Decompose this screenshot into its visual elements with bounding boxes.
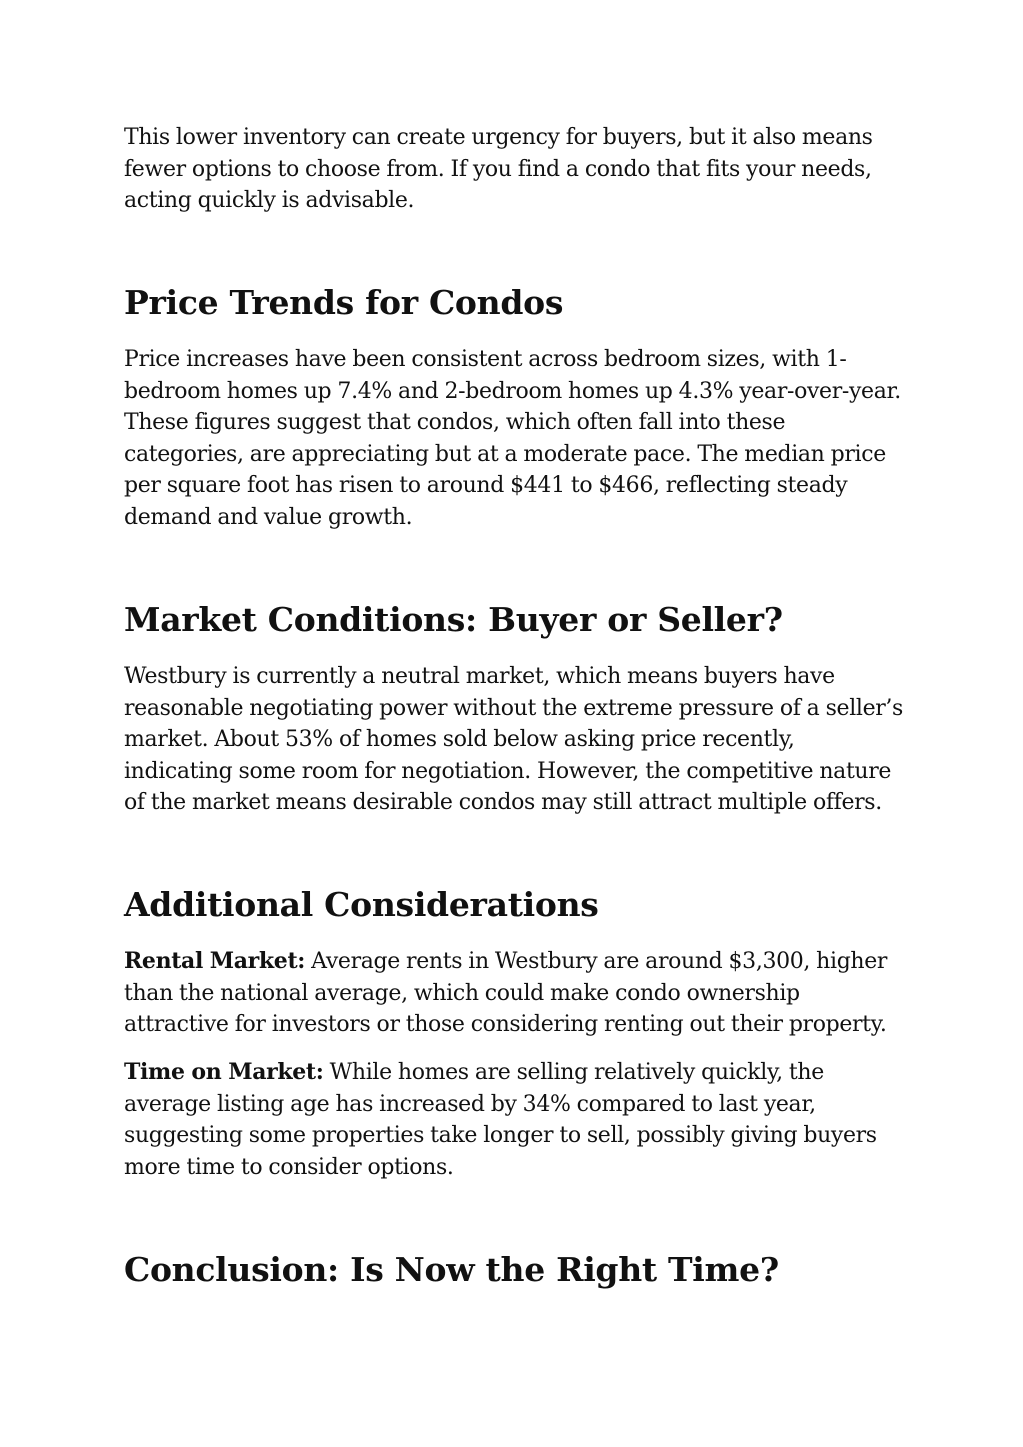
time-on-market-text: While homes are selling relatively quickly, the average listing age has increased by 34% compared to last year, suggesting some properties take longer to sell, possibly giving buyers more time to consider options. — [124, 1060, 877, 1180]
rental-market-label: Rental Market: — [124, 948, 306, 974]
time-on-market-paragraph — [124, 1057, 904, 1183]
rental-market-paragraph — [124, 946, 904, 1041]
price-trends-heading: Price Trends for Condos — [124, 283, 564, 322]
market-conditions-paragraph: Westbury is currently a neutral market, which means buyers have reasonable negotiating power without the extreme pressure of a seller’s market. About 53% of homes sold below asking price recently, indicating some room for negotiation. However, the competitive nature of the market means desirable condos may still attract multiple offers. — [124, 664, 903, 815]
intro-paragraph: This lower inventory can create urgency for buyers, but it also means fewer options to choose from. If you find a condo that fits your needs, acting quickly is advisable. — [124, 125, 873, 213]
rental-market-text: Average rents in Westbury are around $3,300, higher than the national average, which could make condo ownership attractive for investors or those considering renting out their property. — [124, 949, 888, 1037]
time-on-market-label: Time on Market: — [124, 1059, 324, 1085]
price-trends-paragraph: Price increases have been consistent across bedroom sizes, with 1-bedroom homes up 7.4% and 2-bedroom homes up 4.3% year-over-year. These figures suggest that condos, which often fall into these categories, are appreciating but at a moderate pace. The median price per square foot has risen to around $441 to $466, reflecting steady demand and value growth. — [124, 347, 901, 530]
conclusion-heading: Conclusion: Is Now the Right Time? — [124, 1250, 779, 1289]
additional-considerations-heading: Additional Considerations — [124, 885, 599, 924]
market-conditions-heading: Market Conditions: Buyer or Seller? — [124, 600, 783, 639]
